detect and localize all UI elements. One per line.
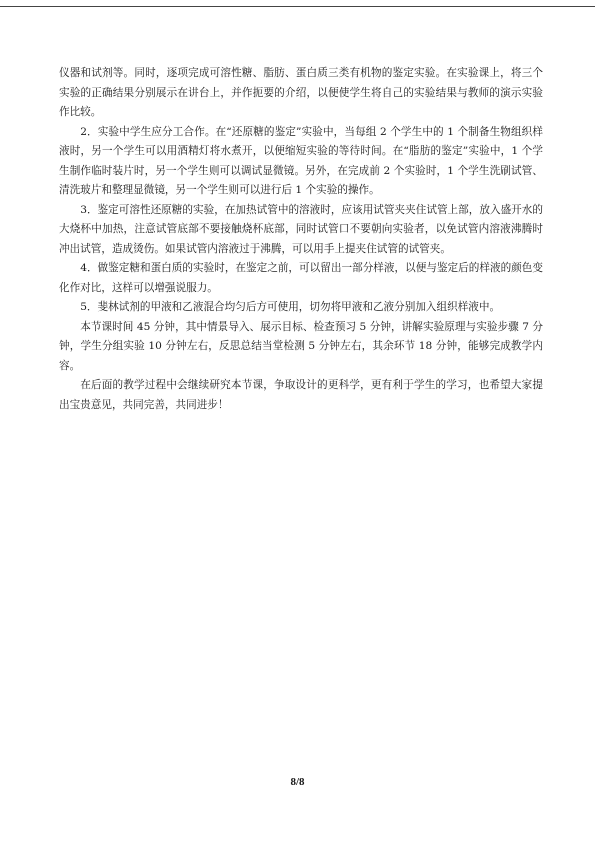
page-number: 8/8: [290, 776, 305, 788]
paragraph-closing: 在后面的教学过程中会继续研究本节课，争取设计的更科学，更有利于学生的学习，也希望大家提出宝贵意见，共同完善，共同进步！: [59, 379, 543, 411]
header-rule: [0, 6, 595, 7]
paragraph-class-time: 本节课时间 45 分钟，其中情景导入、展示目标、检查预习 5 分钟，讲解实验原理与实验步骤 7 分钟，学生分组实验 10 分钟左右，反思总结当堂检测 5 分钟左右，其余环节 18 分钟，能够完成教学内容。: [59, 320, 543, 372]
paragraph-item-3: 3．鉴定可溶性还原糖的实验，在加热试管中的溶液时，应该用试管夹夹住试管上部，放入盛开水的大烧杯中加热，注意试管底部不要接触烧杯底部，同时试管口不要朝向实验者，以免试管内溶液沸腾时冲出试管，造成烫伤。如果试管内溶液过于沸腾，可以用手上提夹住试管的试管夹。: [59, 203, 543, 255]
paragraph-item-5: 5．斐林试剂的甲液和乙液混合均匀后方可使用，切勿将甲液和乙液分别加入组织样液中。: [80, 301, 501, 313]
paragraph-item-4: 4．做鉴定糖和蛋白质的实验时，在鉴定之前，可以留出一部分样液，以便与鉴定后的样液的颜色变化作对比，这样可以增强说服力。: [59, 262, 543, 294]
paragraph-continuation: 仪器和试剂等。同时，逐项完成可溶性糖、脂肪、蛋白质三类有机物的鉴定实验。在实验课上，将三个实验的正确结果分别展示在讲台上，并作扼要的介绍，以便使学生将自己的实验结果与教师的演示实验作比较。: [59, 67, 543, 118]
document-body: [59, 64, 543, 415]
paragraph-item-2: 2．实验中学生应分工合作。在“还原糖的鉴定”实验中，当每组 2 个学生中的 1 个制备生物组织样液时，另一个学生可以用酒精灯将水煮开，以便缩短实验的等待时间。在“脂肪的鉴定”实验中，1 个学生制作临时装片时，另一个学生则可以调试显微镜。另外，在完成前 2 个实验时，1 个学生洗刷试管、清洗玻片和整理显微镜，另一个学生则可以进行后 1 个实验的操作。: [59, 125, 543, 196]
